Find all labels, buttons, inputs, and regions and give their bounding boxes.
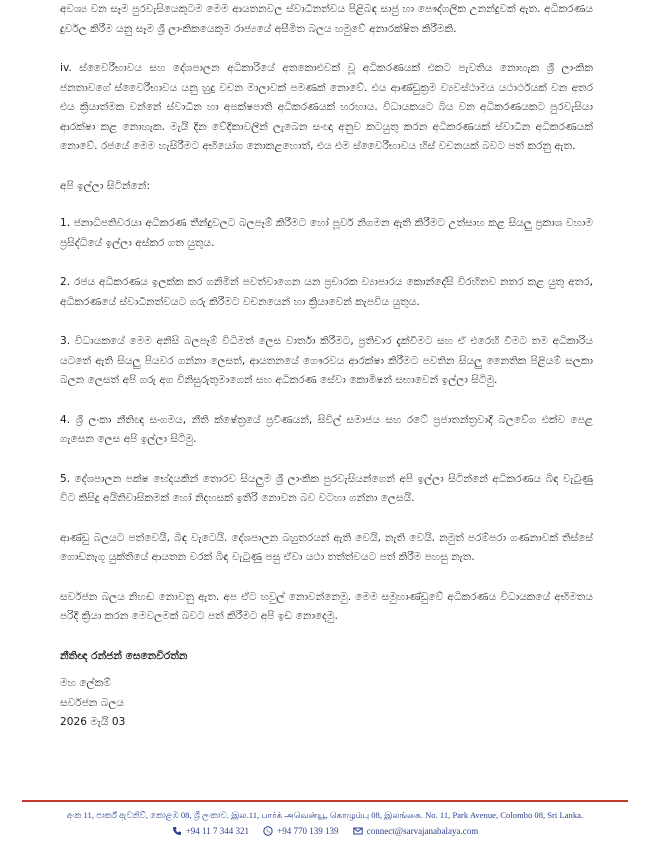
email-contact[interactable] [353, 826, 478, 836]
footer-address: අංක 11, පාර්ක් ඇවනිව්, කොළඹ 08, ශ්‍රී ලංකාව. இல.11, பார்க் அவென்யூ, கொழும்பு 08, இலங்கை. No. 11, Park Avenue, Colombo 08, Sri Lanka. [66, 810, 584, 820]
closing-paragraph-2: සර්වජන බලය නිහඬ නොවනු ඇත. අප ඒට හවුල් නොවන්නෙමු. මෙම සමුහාණ්ඩුවේ අධිකරණය විධායකයේ අභිමතය පරිදි ක්‍රියා කරන මෙවලමක් බවට පත් කිරීමට අපි ඉඩ නොදෙමු. [60, 590, 593, 622]
demand-2: 2. රජය අධිකරණය ඉලක්ක කර ගනිමින් පවත්වාගෙන යන ප්‍රචාරක ව්‍යාපාරය කොන්දේසි විරහිතව නතර කළ යුතු අතර, අධිකරණයේ ස්වාධීනත්වයට ගරු කිරීමට වචනයෙන් හා ක්‍රියාවෙන් කැපවිය යුතුය. [60, 276, 593, 308]
signatory-organization: සර්වජන බලය [60, 696, 125, 709]
intro-paragraph: අවශ්‍ය වන සෑම පුරවැසියෙකුටම මෙම ආයතනවල ස්වාධීනත්වය පිළිබඳ සාජු හා පෞද්ගලික උනන්දුවක් ඇත. අධිකරණය දුර්වල කිරීම යනු සෑම ශ්‍රී ලාංකිකයෙකුම රාජ්‍යයේ අසීමිත බලය හමුවේ අනාරක්ෂිත කිරීමකි. [60, 3, 593, 35]
demand-1: 1. ජනාධිපතිවරයා අධිකරණ තීන්දුවලට බලපෑම් කිරීමට හෝ පූර්ව නිගමන ඇති කිරීමට උත්සාහ කළ සියලු ප්‍රකාශ වහාම ප්‍රසිද්ධියේ ඉල්ලා අස්කර ගත යුතුය. [60, 217, 593, 249]
phone-contact[interactable] [172, 826, 249, 836]
closing-paragraph-1: ආණ්ඩු බලයට පත්වෙයි, බිඳ වැටෙයි. දේශපාලන බහුතරයන් ඇති වෙයි, නැති වෙයි. නමුත් පරම්පරා ගණනාවක් තිස්සේ ගොඩනැගූ යුක්තියේ ආයතන වරක් බිඳ වැටුණු පසු ඒවා යථා තත්ත්වයට පත් කිරීම පහසු නැත. [60, 531, 593, 563]
whatsapp-contact[interactable] [263, 826, 338, 836]
letter-body [60, 0, 593, 733]
email-address: connect@sarvajanabalaya.com [366, 826, 479, 836]
demand-5: 5. දේශපාලන පක්ෂ භේදයකින් තොරව සියලුම ශ්‍රී ලාංකික පුරවැසියන්ගෙන් අපි ඉල්ලා සිටින්නේ අධිකරණය බිඳ වැටුණු විට කිසිදු අයිතිවාසිකමක් හෝ නිදහසක් ඉතිරි නොවන බව වටහා ගන්නා ලෙසයි. [60, 472, 593, 504]
footer-divider [22, 800, 628, 802]
signatory-name: නීතිඥ රන්ජන් සෙනෙවිරත්න [60, 649, 188, 662]
signatory-title: මහ ලේකම් [60, 677, 111, 689]
email-icon [353, 826, 363, 836]
phone-number: +94 11 7 344 321 [185, 826, 249, 836]
phone-icon [172, 826, 182, 836]
demands-heading: අපි ඉල්ලා සිටින්නේ: [60, 179, 150, 192]
footer-contacts [0, 826, 650, 838]
point-iv-paragraph: iv. ස්වෛරීභාවය සහ දේශපාලන අධිකාරියේ අතකොළුවක් වූ අධිකරණයක් එකට පැවතිය නොහැක ශ්‍රී ලාංකික ජනතාවගේ ස්වෛරීභාවය යනු හුදු වචන මාලාවක් පමණක් නොවේ. එය ආණ්ඩුක්‍රම ව්‍යවස්ථාමය යථාර්ථයක් වන අතර එය ක්‍රියාත්මක වන්නේ ස්වාධීන හා අපක්ෂපාති අධිකරණයක් හරහාය. විධායකයට බිය වන අධිකරණයකට පුරවැසියා ආරක්ෂා කළ නොහැක. මැයි දින වේදිකාවලින් ලැබෙන සංඥා අනුව කටයුතු කරන අධිකරණයක් ස්වාධීන අධිකරණයක් නොවේ. රජයේ මෙම හැසිරීමට අභියෝග නොකළහොත්, එය එම ස්වෛරීභාවය හිස් වචනයක් බවට පත් කරනු ඇත. [60, 62, 593, 152]
demand-3: 3. විධායකයේ මෙම අනිසි බලපෑම් විධිමත් ලෙස වාර්තා කිරීමට, ප්‍රතිචාර දැක්වීමට සහ ඒ එරෙහි වීමට තම අධිකාරිය යටතේ ඇති සියලු පියවර ගන්නා ලෙසත්, ආයතනයේ ගෞරවය ආරක්ෂා කිරීමට පවතින සියලු නෛතික පිළියම් සලකා බලන ලෙසත් අපි ගරු අග විනිසුරුතුමාගෙන් සහ අධිකරණ සේවා කොමිෂන් සභාවෙන් ඉල්ලා සිටිමු. [60, 335, 593, 386]
letter-date: 2026 මැයි 03 [60, 716, 126, 728]
demand-4: 4. ශ්‍රී ලංකා නීතිඥ සංගමය, නීති ක්ෂේත්‍රයේ ප්‍රවීණයන්, සිවිල් සමාජය සහ රටේ ප්‍රජාතන්ත්‍රවාදී බලවේග එක්ව පෙළ ගැසෙන ලෙස අපි ඉල්ලා සිටිමු. [60, 413, 593, 445]
whatsapp-icon [263, 826, 273, 836]
whatsapp-number: +94 770 139 139 [277, 826, 339, 836]
signature-block [60, 647, 593, 733]
